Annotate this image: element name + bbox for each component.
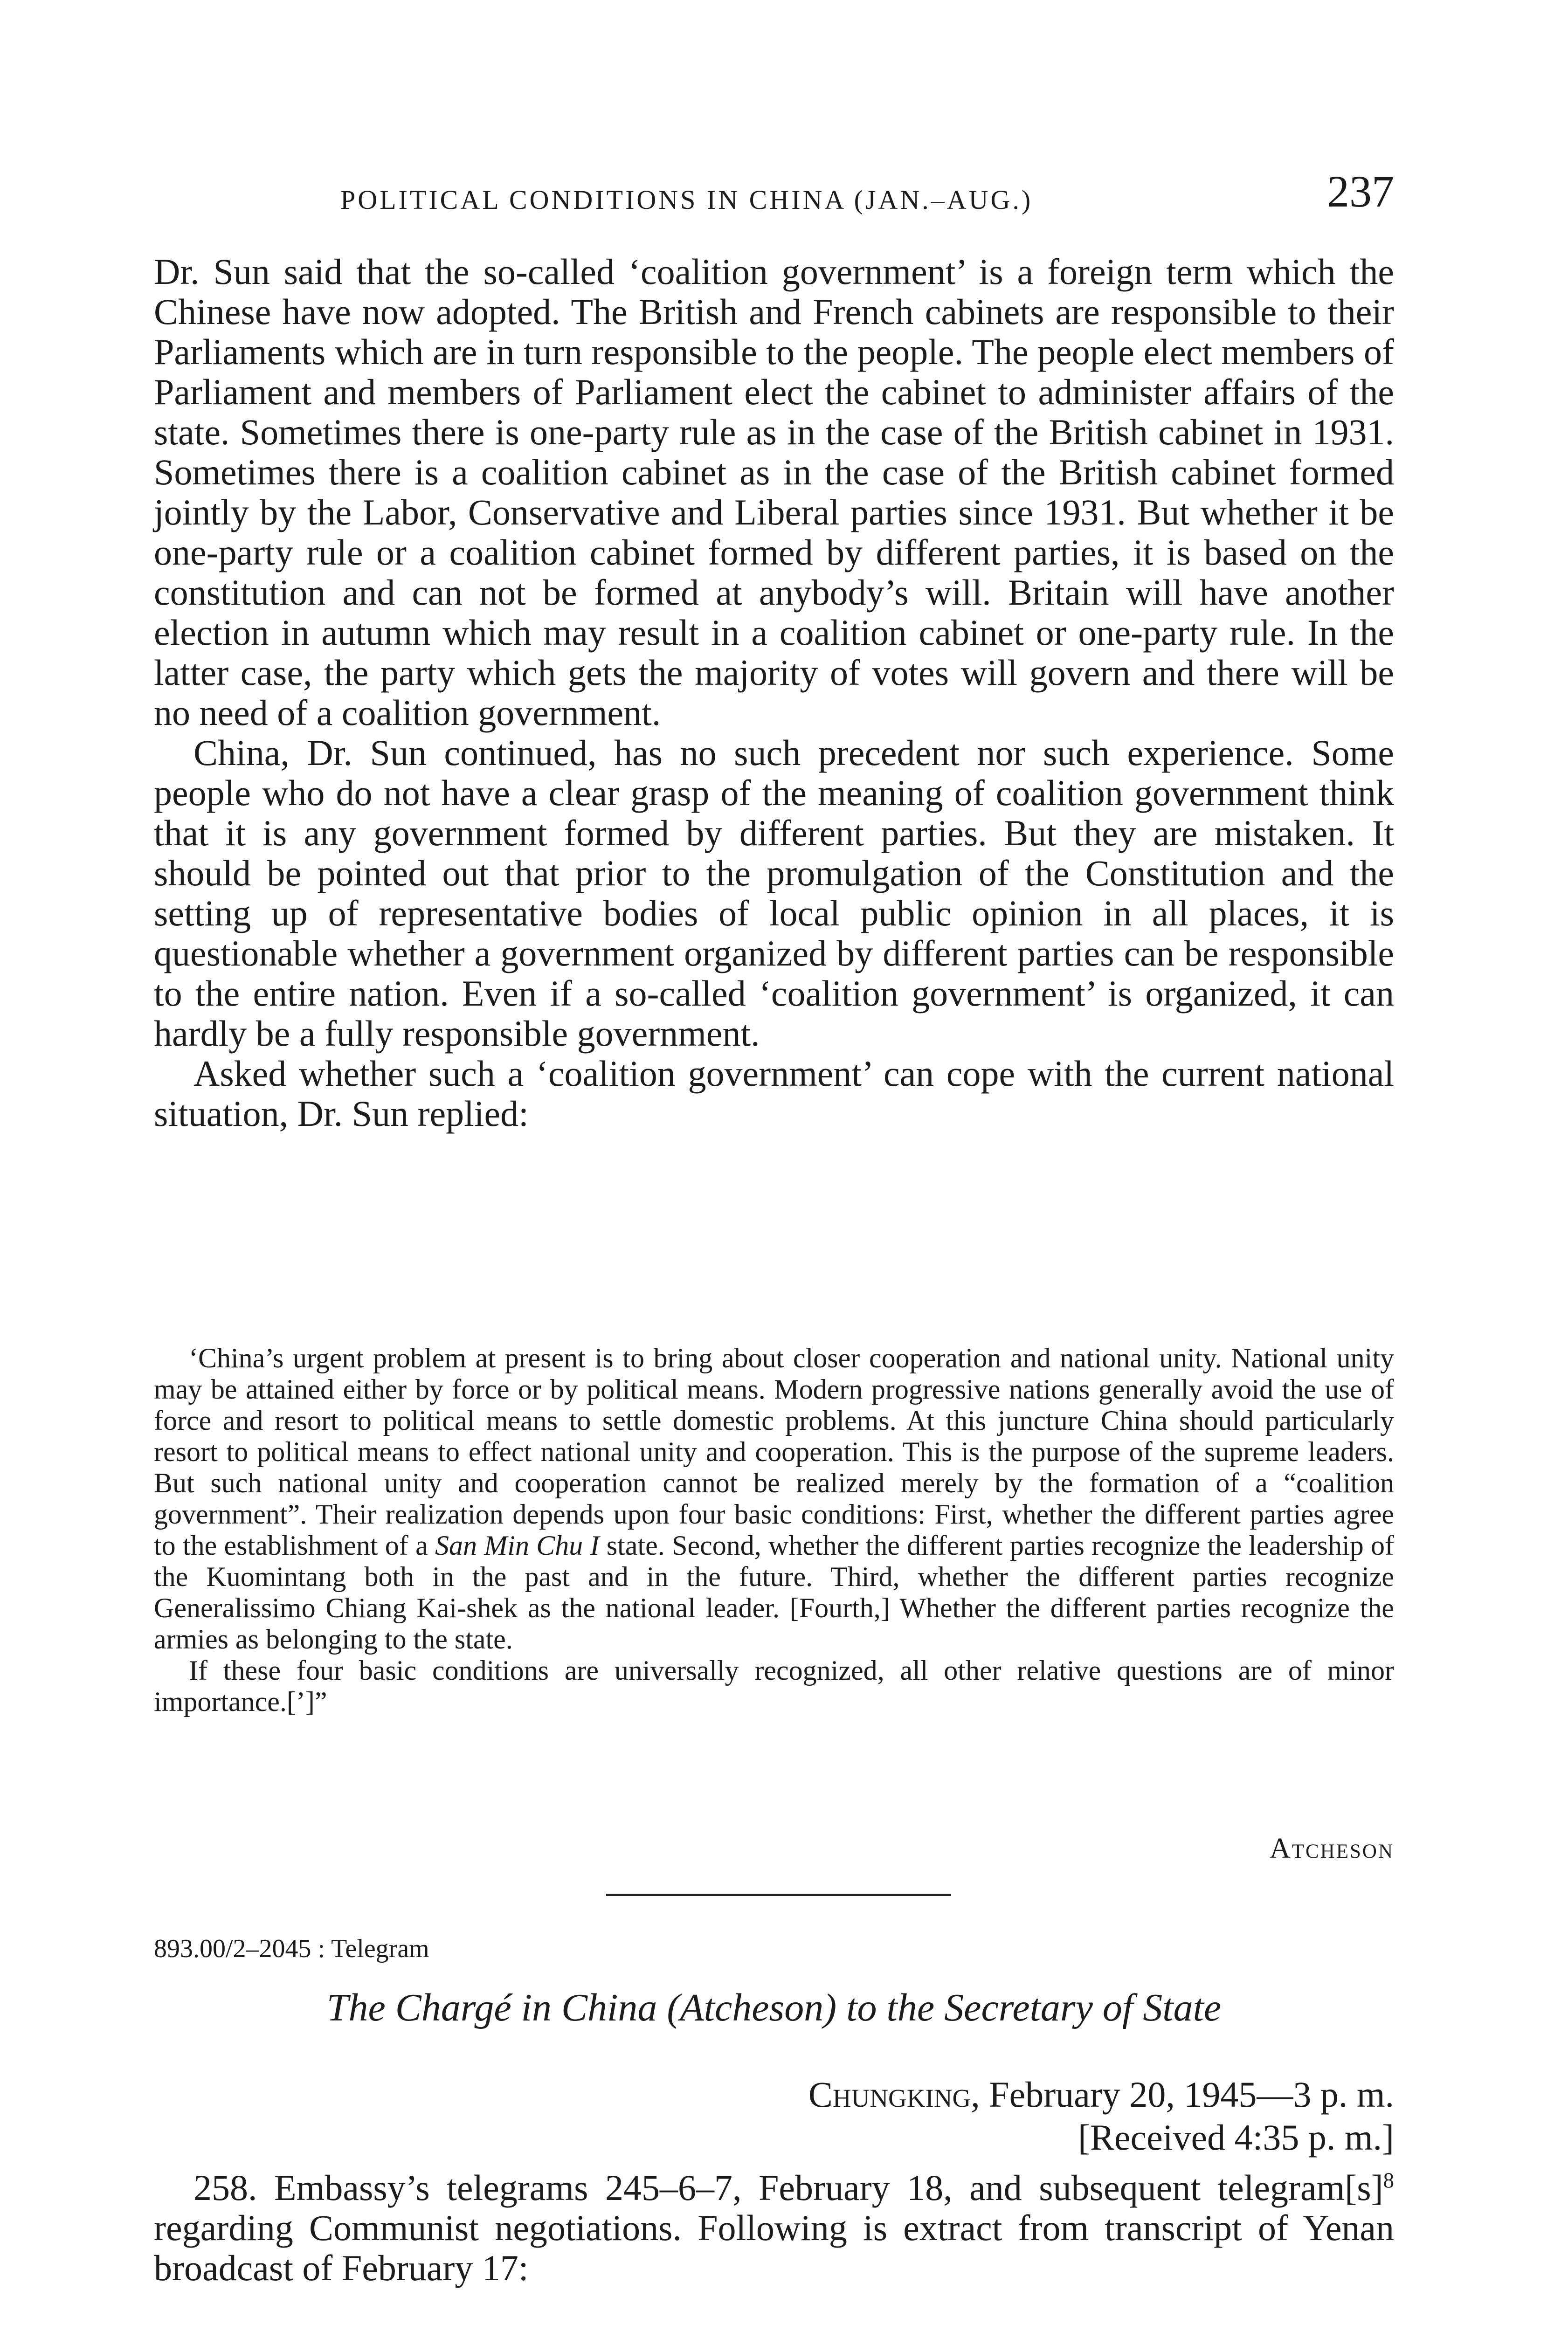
dateline-place: Chungking <box>808 2074 971 2115</box>
quote-text-part2: state. Second, whether the different parties recognize the leadership of the Kuomintang both in the past and in the future. Third, whether the different parties recognize Generalissimo Chiang Kai-shek as the national leader. [Fourth,] Whether the different parties recognize the armies as belonging to the state. <box>154 1530 1394 1655</box>
paragraph-sun-coalition: Dr. Sun said that the so-called ‘coalition government’ is a foreign term which the Chinese have now adopted. The British and French cabinets are responsible to their Parliaments which are in turn responsible to the people. The people elect members of Parliament and members of Parliament elect the cabinet to administer affairs of the state. Sometimes there is one-party rule as in the case of the British cabinet in 1931. Sometimes there is a coalition cabinet as in the case of the British cabinet formed jointly by the Labor, Conservative and Liberal parties since 1931. But whether it be one-party rule or a coalition cabinet formed by different parties, it is based on the constitution and can not be formed at anybody’s will. Britain will have another election in autumn which may result in a coalition cabinet or one-party rule. In the latter case, the party which gets the majority of votes will govern and there will be no need of a coalition government. <box>154 251 1394 733</box>
document-reference: 893.00/2–2045 : Telegram <box>154 1934 429 1963</box>
running-title: POLITICAL CONDITIONS IN CHINA (JAN.–AUG.) <box>340 185 1033 215</box>
body-text <box>154 252 1394 1134</box>
document-heading: The Chargé in China (Atcheson) to the Secretary of State <box>326 1986 1222 2029</box>
dateline <box>808 2074 1394 2116</box>
page-number: 237 <box>1327 166 1394 216</box>
running-head <box>154 166 1394 226</box>
paragraph-asked: Asked whether such a ‘coalition government’ can cope with the current national situation, Dr. Sun replied: <box>154 1053 1394 1134</box>
telegram-text-before-note: 258. Embassy’s telegrams 245–6–7, February 18, and subsequent telegram[s] <box>193 2167 1383 2208</box>
quote-paragraph-2: If these four basic conditions are universally recognized, all other relative questions are of minor importance.[’]” <box>154 1655 1394 1717</box>
dateline-date: , February 20, 1945—3 p. m. <box>971 2074 1394 2115</box>
signature: Atcheson <box>1269 1833 1394 1864</box>
telegram-paragraph <box>154 2168 1394 2288</box>
quote-text-part1: ‘China’s urgent problem at present is to bring about closer cooperation and national unity. National unity may be attained either by force or by political means. Modern progressive nations generally avoid the use of force and resort to political means to settle domestic problems. At this juncture China should particularly resort to political means to effect national unity and cooperation. This is the purpose of the supreme leaders. But such national unity and cooperation cannot be realized merely by the formation of a “coalition government”. Their realization depends upon four basic conditions: First, whether the different parties agree to the establishment of a <box>154 1343 1394 1561</box>
quote-paragraph-1 <box>154 1343 1394 1655</box>
section-divider <box>606 1894 951 1896</box>
quote-italic-term: San Min Chu I <box>435 1530 600 1561</box>
paragraph-china-precedent: China, Dr. Sun continued, has no such precedent nor such experience. Some people who do not have a clear grasp of the meaning of coalition government think that it is any government formed by different parties. But they are mistaken. It should be pointed out that prior to the promulgation of the Constitution and the setting up of representative bodies of local public opinion in all places, it is questionable whether a government organized by different parties can be responsible to the entire nation. Even if a so-called ‘coalition government’ is organized, it can hardly be a fully responsible government. <box>154 732 1394 1054</box>
quoted-reply <box>154 1343 1394 1717</box>
footnote-reference-mark: 8 <box>1383 2168 1394 2193</box>
telegram-body <box>154 2168 1394 2288</box>
received-line: [Received 4:35 p. m.] <box>1078 2117 1394 2158</box>
telegram-text-after-note: regarding Communist negotiations. Following is extract from transcript of Yenan broadcast of February 17: <box>154 2207 1394 2288</box>
